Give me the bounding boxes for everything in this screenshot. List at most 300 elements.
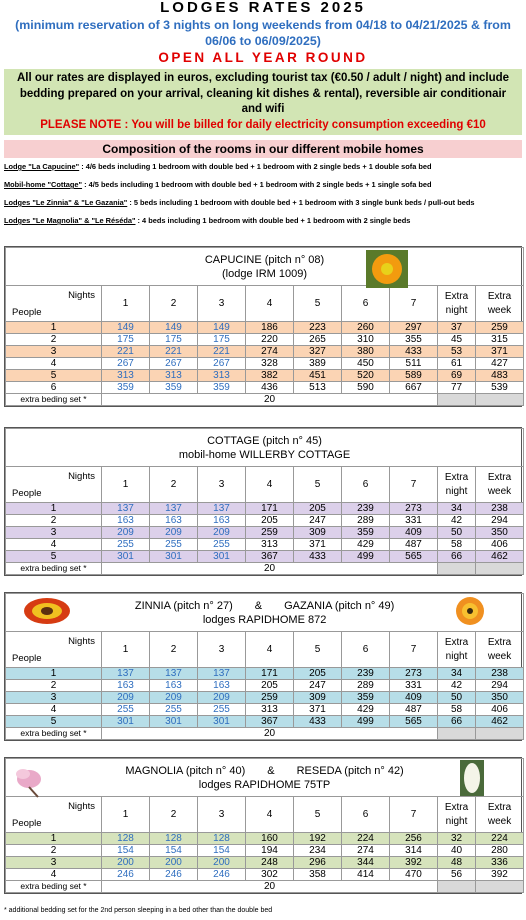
empty-cell <box>476 394 524 406</box>
price-cell: 392 <box>476 869 524 881</box>
price-cell: 255 <box>150 539 198 551</box>
table-title <box>6 429 524 467</box>
nights-column-header: 7 <box>390 467 438 503</box>
price-cell: 58 <box>438 539 476 551</box>
table-title <box>6 248 524 286</box>
nights-column-header: 1 <box>102 797 150 833</box>
table-title <box>6 759 524 797</box>
table-row <box>6 845 524 857</box>
price-cell: 487 <box>390 539 438 551</box>
price-cell: 56 <box>438 869 476 881</box>
price-cell: 470 <box>390 869 438 881</box>
price-cell: 371 <box>476 346 524 358</box>
rates-table-magnolia-reseda <box>5 758 524 893</box>
table-row <box>6 322 524 334</box>
price-cell: 382 <box>246 370 294 382</box>
nights-column-header: 3 <box>198 286 246 322</box>
price-cell: 128 <box>198 833 246 845</box>
price-cell: 154 <box>198 845 246 857</box>
extra-night-header: Extra night <box>438 632 476 668</box>
rates-table-capucine <box>5 247 524 406</box>
lodge-model: lodges RAPIDHOME 75TP <box>198 778 331 791</box>
lodge-name: COTTAGE (pitch n° 45) <box>207 434 322 447</box>
price-cell: 589 <box>390 370 438 382</box>
price-cell: 259 <box>246 527 294 539</box>
price-cell: 163 <box>150 680 198 692</box>
nights-column-header: 7 <box>390 286 438 322</box>
price-cell: 42 <box>438 680 476 692</box>
price-cell: 294 <box>476 680 524 692</box>
price-cell: 267 <box>150 358 198 370</box>
nights-column-header: 3 <box>198 632 246 668</box>
extra-week-header: Extra week <box>476 286 524 322</box>
price-cell: 209 <box>150 527 198 539</box>
lodge-model: mobil-home WILLERBY COTTAGE <box>178 448 351 461</box>
price-cell: 220 <box>246 334 294 346</box>
price-cell: 255 <box>102 704 150 716</box>
nights-label: Nights <box>68 290 95 301</box>
people-count: 1 <box>6 503 102 515</box>
table-row <box>6 716 524 728</box>
lodge-name: RESEDA (pitch n° 42) <box>296 764 404 777</box>
nights-label: Nights <box>68 471 95 482</box>
price-cell: 301 <box>150 716 198 728</box>
price-cell: 234 <box>294 845 342 857</box>
people-count: 3 <box>6 527 102 539</box>
ampersand: & <box>267 764 275 777</box>
nights-column-header: 1 <box>102 286 150 322</box>
people-count: 4 <box>6 539 102 551</box>
price-cell: 280 <box>476 845 524 857</box>
gazania-flower-icon <box>452 596 488 626</box>
extra-bedding-price: 20 <box>102 563 438 575</box>
people-count: 5 <box>6 716 102 728</box>
price-cell: 511 <box>390 358 438 370</box>
nights-people-header <box>6 632 102 668</box>
rates-info-text: All our rates are displayed in euros, excluding tourist tax (€0.50 / adult / night) and include bedding prepared on your arrival, cleaning kit dishes & rental), reversible air conditionair and wifi <box>16 72 510 115</box>
price-cell: 267 <box>102 358 150 370</box>
magnolia-flower-icon <box>8 761 50 799</box>
nights-people-header <box>6 467 102 503</box>
price-cell: 273 <box>390 503 438 515</box>
price-cell: 77 <box>438 382 476 394</box>
nights-column-header: 2 <box>150 797 198 833</box>
people-count: 2 <box>6 845 102 857</box>
price-cell: 289 <box>342 515 390 527</box>
price-cell: 248 <box>246 857 294 869</box>
price-cell: 149 <box>198 322 246 334</box>
price-cell: 309 <box>294 692 342 704</box>
price-cell: 462 <box>476 716 524 728</box>
price-cell: 128 <box>150 833 198 845</box>
lodge-name: CAPUCINE (pitch n° 08) <box>204 253 325 266</box>
price-cell: 433 <box>390 346 438 358</box>
empty-cell <box>476 563 524 575</box>
price-cell: 296 <box>294 857 342 869</box>
footnote: * additional bedding set for the 2nd person sleeping in a bed other than the double bed <box>4 907 273 914</box>
extra-week-header: Extra week <box>476 797 524 833</box>
price-cell: 42 <box>438 515 476 527</box>
people-label: People <box>12 307 42 318</box>
lodge-model: (lodge IRM 1009) <box>222 267 307 280</box>
empty-cell <box>476 728 524 740</box>
rates-table-zinnia-gazania <box>5 593 524 740</box>
extra-bedding-price: 20 <box>102 881 438 893</box>
price-cell: 209 <box>198 527 246 539</box>
empty-cell <box>438 881 476 893</box>
table-row <box>6 857 524 869</box>
nights-column-header: 6 <box>342 632 390 668</box>
price-cell: 301 <box>102 551 150 563</box>
price-cell: 309 <box>294 527 342 539</box>
price-cell: 274 <box>246 346 294 358</box>
price-cell: 137 <box>102 503 150 515</box>
price-cell: 328 <box>246 358 294 370</box>
price-cell: 367 <box>246 551 294 563</box>
price-cell: 359 <box>342 692 390 704</box>
nights-column-header: 7 <box>390 632 438 668</box>
nights-column-header: 6 <box>342 797 390 833</box>
nights-column-header: 4 <box>246 467 294 503</box>
price-cell: 48 <box>438 857 476 869</box>
people-count: 1 <box>6 833 102 845</box>
extra-bedding-row <box>6 728 524 740</box>
price-cell: 259 <box>476 322 524 334</box>
price-cell: 255 <box>198 539 246 551</box>
price-cell: 487 <box>390 704 438 716</box>
price-cell: 238 <box>476 668 524 680</box>
price-cell: 200 <box>198 857 246 869</box>
table-row <box>6 515 524 527</box>
price-cell: 221 <box>102 346 150 358</box>
rates-table-zinnia-gazania <box>4 592 522 741</box>
price-cell: 163 <box>198 680 246 692</box>
people-count: 3 <box>6 346 102 358</box>
rates-table-cottage <box>5 428 524 575</box>
price-cell: 297 <box>390 322 438 334</box>
price-cell: 302 <box>246 869 294 881</box>
price-cell: 34 <box>438 668 476 680</box>
price-cell: 137 <box>198 503 246 515</box>
ampersand: & <box>254 599 263 612</box>
price-cell: 224 <box>476 833 524 845</box>
price-cell: 539 <box>476 382 524 394</box>
price-cell: 160 <box>246 833 294 845</box>
price-cell: 289 <box>342 680 390 692</box>
price-cell: 313 <box>102 370 150 382</box>
table-row <box>6 539 524 551</box>
price-cell: 154 <box>102 845 150 857</box>
price-cell: 50 <box>438 527 476 539</box>
nights-column-header: 2 <box>150 467 198 503</box>
people-label: People <box>12 653 42 664</box>
price-cell: 429 <box>342 704 390 716</box>
price-cell: 265 <box>294 334 342 346</box>
table-row <box>6 358 524 370</box>
people-count: 4 <box>6 869 102 881</box>
price-cell: 66 <box>438 716 476 728</box>
price-cell: 246 <box>102 869 150 881</box>
table-row <box>6 680 524 692</box>
table-row <box>6 334 524 346</box>
price-cell: 192 <box>294 833 342 845</box>
price-cell: 336 <box>476 857 524 869</box>
people-count: 4 <box>6 358 102 370</box>
table-row <box>6 668 524 680</box>
open-all-year: OPEN ALL YEAR ROUND <box>158 50 368 65</box>
price-cell: 163 <box>102 680 150 692</box>
price-cell: 246 <box>150 869 198 881</box>
price-cell: 315 <box>476 334 524 346</box>
price-cell: 359 <box>102 382 150 394</box>
price-cell: 205 <box>246 515 294 527</box>
price-cell: 327 <box>294 346 342 358</box>
price-cell: 58 <box>438 704 476 716</box>
nights-column-header: 6 <box>342 467 390 503</box>
nights-people-header <box>6 797 102 833</box>
table-row <box>6 382 524 394</box>
nights-column-header: 7 <box>390 797 438 833</box>
rates-table-magnolia-reseda <box>4 757 522 894</box>
price-cell: 590 <box>342 382 390 394</box>
nights-column-header: 4 <box>246 632 294 668</box>
table-row <box>6 869 524 881</box>
price-cell: 313 <box>198 370 246 382</box>
price-cell: 32 <box>438 833 476 845</box>
price-cell: 53 <box>438 346 476 358</box>
price-cell: 313 <box>246 539 294 551</box>
extra-night-header: Extra night <box>438 797 476 833</box>
table-title <box>6 594 524 632</box>
price-cell: 433 <box>294 716 342 728</box>
people-count: 6 <box>6 382 102 394</box>
price-cell: 355 <box>390 334 438 346</box>
price-cell: 409 <box>390 692 438 704</box>
empty-cell <box>438 563 476 575</box>
composition-title: Composition of the rooms in our different mobile homes <box>4 140 522 158</box>
price-cell: 565 <box>390 551 438 563</box>
nights-column-header: 4 <box>246 286 294 322</box>
rates-info-box <box>4 69 522 135</box>
extra-week-header: Extra week <box>476 467 524 503</box>
zinnia-flower-icon <box>22 596 72 626</box>
price-cell: 61 <box>438 358 476 370</box>
price-cell: 45 <box>438 334 476 346</box>
price-cell: 238 <box>476 503 524 515</box>
lodge-name: ZINNIA (pitch n° 27) <box>134 599 233 612</box>
price-cell: 175 <box>198 334 246 346</box>
extra-night-header: Extra night <box>438 286 476 322</box>
minimum-stay-note: (minimum reservation of 3 nights on long weekends from 04/18 to 04/21/2025 & from 06/06 to 06/09/2025) <box>15 18 511 48</box>
price-cell: 209 <box>102 692 150 704</box>
empty-cell <box>476 881 524 893</box>
price-cell: 350 <box>476 692 524 704</box>
price-cell: 205 <box>294 668 342 680</box>
price-cell: 367 <box>246 716 294 728</box>
lodge-name: MAGNOLIA (pitch n° 40) <box>125 764 246 777</box>
nights-column-header: 3 <box>198 467 246 503</box>
price-cell: 429 <box>342 539 390 551</box>
price-cell: 175 <box>150 334 198 346</box>
price-cell: 565 <box>390 716 438 728</box>
price-cell: 239 <box>342 503 390 515</box>
composition-magnolia-reseda: Lodges "Le Magnolia" & "Le Réséda" : 4 beds including 1 bedroom with double bed + 1 bedroom with 2 single beds <box>4 216 411 225</box>
people-count: 1 <box>6 668 102 680</box>
price-cell: 255 <box>150 704 198 716</box>
people-label: People <box>12 818 42 829</box>
price-cell: 171 <box>246 668 294 680</box>
price-cell: 209 <box>102 527 150 539</box>
composition-capucine: Lodge "La Capucine" : 4/6 beds including 1 bedroom with double bed + 1 bedroom with 2 single beds + 1 double sofa bed <box>4 162 432 171</box>
price-cell: 175 <box>102 334 150 346</box>
price-cell: 267 <box>198 358 246 370</box>
price-cell: 154 <box>150 845 198 857</box>
extra-bedding-label: extra beding set * <box>6 563 102 575</box>
nights-column-header: 5 <box>294 632 342 668</box>
price-cell: 667 <box>390 382 438 394</box>
table-row <box>6 503 524 515</box>
price-cell: 427 <box>476 358 524 370</box>
price-cell: 409 <box>390 527 438 539</box>
price-cell: 313 <box>150 370 198 382</box>
extra-bedding-row <box>6 563 524 575</box>
extra-bedding-price: 20 <box>102 394 438 406</box>
price-cell: 69 <box>438 370 476 382</box>
price-cell: 50 <box>438 692 476 704</box>
price-cell: 301 <box>150 551 198 563</box>
people-count: 2 <box>6 334 102 346</box>
nights-column-header: 5 <box>294 797 342 833</box>
price-cell: 255 <box>198 704 246 716</box>
price-cell: 406 <box>476 704 524 716</box>
price-cell: 273 <box>390 668 438 680</box>
nights-people-header <box>6 286 102 322</box>
price-cell: 137 <box>150 503 198 515</box>
price-cell: 433 <box>294 551 342 563</box>
price-cell: 450 <box>342 358 390 370</box>
price-cell: 260 <box>342 322 390 334</box>
nights-column-header: 2 <box>150 632 198 668</box>
price-cell: 414 <box>342 869 390 881</box>
price-cell: 274 <box>342 845 390 857</box>
price-cell: 313 <box>246 704 294 716</box>
extra-bedding-row <box>6 394 524 406</box>
price-cell: 40 <box>438 845 476 857</box>
nights-column-header: 5 <box>294 467 342 503</box>
price-cell: 149 <box>150 322 198 334</box>
price-cell: 200 <box>150 857 198 869</box>
extra-bedding-label: extra beding set * <box>6 394 102 406</box>
nights-column-header: 1 <box>102 467 150 503</box>
price-cell: 389 <box>294 358 342 370</box>
nasturtium-flower-icon <box>366 250 408 288</box>
price-cell: 350 <box>476 527 524 539</box>
extra-week-header: Extra week <box>476 632 524 668</box>
price-cell: 256 <box>390 833 438 845</box>
price-cell: 163 <box>198 515 246 527</box>
price-cell: 371 <box>294 704 342 716</box>
nights-column-header: 2 <box>150 286 198 322</box>
price-cell: 186 <box>246 322 294 334</box>
lodge-model: lodges RAPIDHOME 872 <box>202 613 327 626</box>
nights-column-header: 3 <box>198 797 246 833</box>
people-count: 2 <box>6 515 102 527</box>
price-cell: 371 <box>294 539 342 551</box>
price-cell: 359 <box>342 527 390 539</box>
composition-zinnia-gazania: Lodges "Le Zinnia" & "Le Gazania" : 5 beds including 1 bedroom with double bed + 1 bedroom with 3 single bunk beds / pull-out beds <box>4 198 475 207</box>
price-cell: 37 <box>438 322 476 334</box>
price-cell: 301 <box>102 716 150 728</box>
extra-bedding-label: extra beding set * <box>6 728 102 740</box>
price-cell: 462 <box>476 551 524 563</box>
nights-column-header: 5 <box>294 286 342 322</box>
price-cell: 163 <box>150 515 198 527</box>
price-cell: 137 <box>102 668 150 680</box>
people-count: 3 <box>6 692 102 704</box>
price-cell: 451 <box>294 370 342 382</box>
price-cell: 128 <box>102 833 150 845</box>
price-cell: 499 <box>342 716 390 728</box>
empty-cell <box>438 394 476 406</box>
price-cell: 499 <box>342 551 390 563</box>
nights-column-header: 1 <box>102 632 150 668</box>
price-cell: 392 <box>390 857 438 869</box>
price-cell: 380 <box>342 346 390 358</box>
price-cell: 221 <box>198 346 246 358</box>
price-cell: 205 <box>246 680 294 692</box>
people-count: 3 <box>6 857 102 869</box>
reseda-flower-icon <box>460 760 484 796</box>
page-title: LODGES RATES 2025 <box>160 0 366 16</box>
people-count: 5 <box>6 370 102 382</box>
extra-night-header: Extra night <box>438 467 476 503</box>
composition-cottage: Mobil-home "Cottage" : 4/5 beds including 1 bedroom with double bed + 1 bedroom with 2 single beds + 1 single sofa bed <box>4 180 432 189</box>
price-cell: 301 <box>198 551 246 563</box>
price-cell: 209 <box>198 692 246 704</box>
price-cell: 301 <box>198 716 246 728</box>
table-row <box>6 833 524 845</box>
price-cell: 344 <box>342 857 390 869</box>
price-cell: 314 <box>390 845 438 857</box>
table-row <box>6 704 524 716</box>
price-cell: 239 <box>342 668 390 680</box>
price-cell: 259 <box>246 692 294 704</box>
price-cell: 520 <box>342 370 390 382</box>
table-row <box>6 692 524 704</box>
people-count: 2 <box>6 680 102 692</box>
nights-label: Nights <box>68 801 95 812</box>
price-cell: 331 <box>390 515 438 527</box>
extra-bedding-label: extra beding set * <box>6 881 102 893</box>
electricity-note: PLEASE NOTE : You will be billed for daily electricity consumption exceeding €10 <box>40 118 486 131</box>
price-cell: 483 <box>476 370 524 382</box>
price-cell: 247 <box>294 515 342 527</box>
price-cell: 221 <box>150 346 198 358</box>
lodge-name: GAZANIA (pitch n° 49) <box>284 599 395 612</box>
nights-label: Nights <box>68 636 95 647</box>
extra-bedding-row <box>6 881 524 893</box>
people-count: 1 <box>6 322 102 334</box>
people-count: 4 <box>6 704 102 716</box>
price-cell: 194 <box>246 845 294 857</box>
price-cell: 205 <box>294 503 342 515</box>
extra-bedding-price: 20 <box>102 728 438 740</box>
price-cell: 163 <box>102 515 150 527</box>
price-cell: 247 <box>294 680 342 692</box>
price-cell: 246 <box>198 869 246 881</box>
people-count: 5 <box>6 551 102 563</box>
price-cell: 255 <box>102 539 150 551</box>
